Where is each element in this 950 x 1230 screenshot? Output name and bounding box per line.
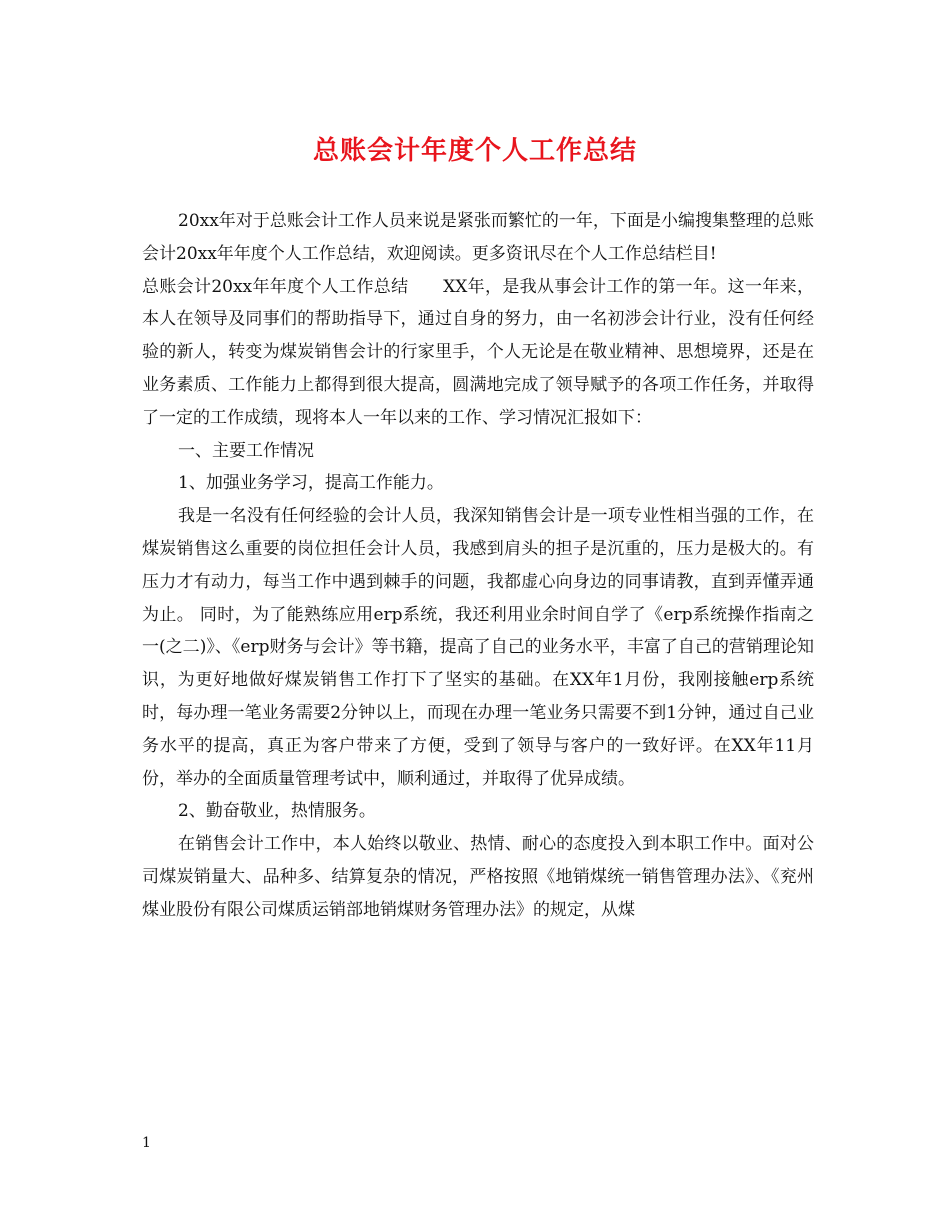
- document-title: 总账会计年度个人工作总结: [312, 136, 637, 166]
- summary-paragraph: 总账会计20xx年年度个人工作总结 XX年，是我从事会计工作的第一年。这一年来，本人在领导及同事们的帮助指导下，通过自身的努力，由一名初涉会计行业，没有任何经验的新人，转变为煤炭销售会计的行家里手，个人无论是在敬业精神、思想境界，还是在业务素质、工作能力上都得到很大提高，圆满地完成了领导赋予的各项工作任务，并取得了一定的工作成绩，现将本人一年以来的工作、学习情况汇报如下：: [142, 276, 814, 428]
- section-heading-main-work: 一、主要工作情况: [178, 440, 314, 461]
- page-number: 1: [142, 1135, 151, 1151]
- service-paragraph: 在销售会计工作中，本人始终以敬业、热情、耐心的态度投入到本职工作中。面对公司煤炭销量大、品种多、结算复杂的情况，严格按照《地销煤统一销售管理办法》、《兖州煤业股份有限公司煤质运销部地销煤财务管理办法》的规定，从煤: [142, 834, 814, 920]
- subsection-heading-study: 1、加强业务学习，提高工作能力。: [178, 473, 444, 494]
- subsection-heading-service: 2、勤奋敬业，热情服务。: [178, 801, 376, 822]
- study-paragraph: 我是一名没有任何经验的会计人员，我深知销售会计是一项专业性相当强的工作，在煤炭销售这么重要的岗位担任会计人员，我感到肩头的担子是沉重的，压力是极大的。有压力才有动力，每当工作中遇到棘手的问题，我都虚心向身边的同事请教，直到弄懂弄通为止。 同时，为了能熟练应用erp系统，我还利用业余时间自学了《erp系统操作指南之一(之二)》、《erp财务与会计》等书籍，提高了自己的业务水平，丰富了自己的营销理论知识，为更好地做好煤炭销售工作打下了坚实的基础。在XX年1月份，我刚接触erp系统时，每办理一笔业务需要2分钟以上，而现在办理一笔业务只需要不到1分钟，通过自己业务水平的提高，真正为客户带来了方便，受到了领导与客户的一致好评。在XX年11月份，举办的全面质量管理考试中，顺利通过，并取得了优异成绩。: [142, 506, 814, 789]
- document-body: [142, 205, 814, 927]
- intro-paragraph: 20xx年对于总账会计工作人员来说是紧张而繁忙的一年，下面是小编搜集整理的总账会计20xx年年度个人工作总结，欢迎阅读。更多资讯尽在个人工作总结栏目!: [142, 211, 814, 264]
